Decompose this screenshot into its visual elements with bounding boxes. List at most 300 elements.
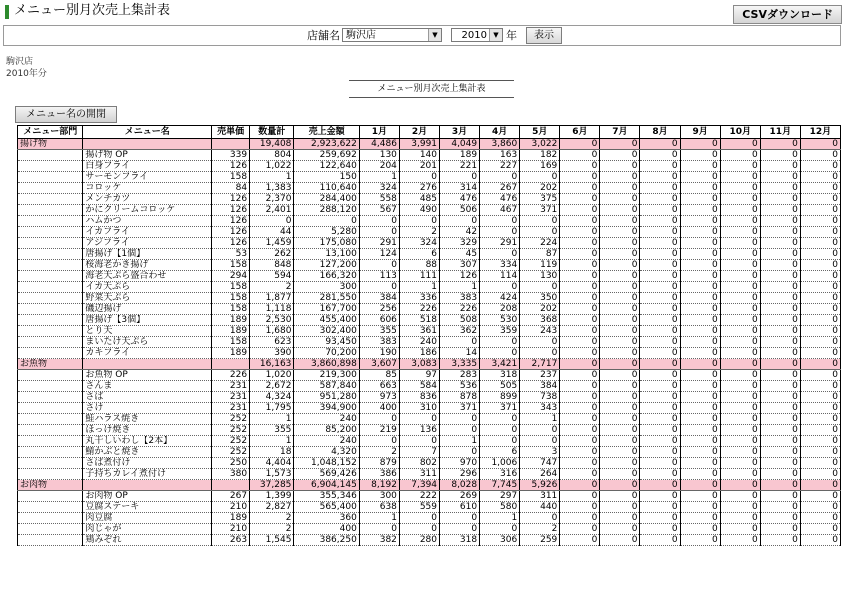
value-cell: 19,408 xyxy=(250,139,294,150)
value-cell: 0 xyxy=(560,359,600,370)
value-cell: 1 xyxy=(359,513,399,524)
value-cell: 226 xyxy=(212,370,250,381)
value-cell: 311 xyxy=(399,469,439,480)
value-cell: 1 xyxy=(440,282,480,293)
value-cell: 0 xyxy=(640,524,680,535)
value-cell: 0 xyxy=(600,161,640,172)
value-cell: 189 xyxy=(212,513,250,524)
value-cell: 85 xyxy=(359,370,399,381)
value-cell: 119 xyxy=(520,260,560,271)
value-cell: 126 xyxy=(212,194,250,205)
value-cell: 0 xyxy=(720,282,760,293)
value-cell: 0 xyxy=(440,447,480,458)
table-row xyxy=(18,337,841,348)
value-cell: 4,320 xyxy=(294,447,359,458)
value-cell: 0 xyxy=(480,172,520,183)
value-cell: 580 xyxy=(480,502,520,513)
value-cell: 0 xyxy=(560,469,600,480)
value-cell: 87 xyxy=(520,249,560,260)
value-cell: 0 xyxy=(640,326,680,337)
value-cell: 2,672 xyxy=(250,381,294,392)
value-cell: 0 xyxy=(760,260,800,271)
value-cell: 259,692 xyxy=(294,150,359,161)
menu-name-cell: 丸干しいわし【2本】 xyxy=(83,436,212,447)
value-cell: 0 xyxy=(640,414,680,425)
value-cell: 350 xyxy=(520,293,560,304)
value-cell: 1 xyxy=(359,172,399,183)
value-cell: 190 xyxy=(359,348,399,359)
value-cell: 122,640 xyxy=(294,161,359,172)
value-cell: 0 xyxy=(680,381,720,392)
value-cell: 5,280 xyxy=(294,227,359,238)
dept-cell: お魚物 xyxy=(18,359,83,370)
value-cell: 0 xyxy=(720,260,760,271)
chevron-down-icon[interactable]: ▼ xyxy=(489,29,502,41)
dept-cell xyxy=(18,304,83,315)
value-cell: 0 xyxy=(600,403,640,414)
value-cell: 371 xyxy=(440,403,480,414)
value-cell: 0 xyxy=(520,282,560,293)
value-cell: 0 xyxy=(720,249,760,260)
value-cell: 126 xyxy=(212,161,250,172)
dept-cell xyxy=(18,172,83,183)
value-cell: 70,200 xyxy=(294,348,359,359)
value-cell: 0 xyxy=(680,337,720,348)
store-select[interactable] xyxy=(342,28,442,42)
value-cell: 280 xyxy=(399,535,439,546)
column-header: 売単価 xyxy=(212,126,250,139)
value-cell: 0 xyxy=(720,194,760,205)
value-cell: 0 xyxy=(640,447,680,458)
value-cell: 0 xyxy=(560,425,600,436)
value-cell: 0 xyxy=(800,271,840,282)
value-cell: 84 xyxy=(212,183,250,194)
value-cell: 3,607 xyxy=(359,359,399,370)
dept-cell xyxy=(18,183,83,194)
value-cell: 250 xyxy=(212,458,250,469)
value-cell: 0 xyxy=(399,414,439,425)
value-cell: 530 xyxy=(480,315,520,326)
value-cell: 0 xyxy=(600,194,640,205)
value-cell: 0 xyxy=(560,139,600,150)
dept-cell xyxy=(18,524,83,535)
value-cell: 0 xyxy=(560,337,600,348)
year-select-value: 2010 xyxy=(461,30,487,41)
table-row xyxy=(18,183,841,194)
value-cell: 0 xyxy=(640,458,680,469)
value-cell: 0 xyxy=(720,392,760,403)
table-row xyxy=(18,249,841,260)
value-cell: 0 xyxy=(760,359,800,370)
value-cell: 0 xyxy=(640,249,680,260)
value-cell: 738 xyxy=(520,392,560,403)
value-cell: 0 xyxy=(760,172,800,183)
value-cell: 0 xyxy=(800,524,840,535)
value-cell: 0 xyxy=(680,172,720,183)
menu-name-cell: 豆腐ステーキ xyxy=(83,502,212,513)
value-cell: 0 xyxy=(560,535,600,546)
value-cell: 0 xyxy=(760,271,800,282)
value-cell: 0 xyxy=(560,458,600,469)
value-cell: 638 xyxy=(359,502,399,513)
value-cell: 163 xyxy=(480,150,520,161)
value-cell: 93,450 xyxy=(294,337,359,348)
menu-name-cell: とり天 xyxy=(83,326,212,337)
value-cell: 0 xyxy=(640,392,680,403)
value-cell: 343 xyxy=(520,403,560,414)
value-cell: 0 xyxy=(520,337,560,348)
value-cell: 0 xyxy=(600,513,640,524)
value-cell: 4,404 xyxy=(250,458,294,469)
value-cell: 0 xyxy=(600,469,640,480)
value-cell: 3,022 xyxy=(520,139,560,150)
value-cell: 0 xyxy=(560,480,600,491)
value-cell: 0 xyxy=(720,205,760,216)
value-cell: 329 xyxy=(440,238,480,249)
value-cell: 0 xyxy=(560,436,600,447)
value-cell: 476 xyxy=(440,194,480,205)
dept-cell: お肉物 xyxy=(18,480,83,491)
value-cell: 0 xyxy=(720,348,760,359)
report-period: 2010年分 xyxy=(6,69,47,79)
value-cell: 0 xyxy=(600,227,640,238)
value-cell: 368 xyxy=(520,315,560,326)
value-cell: 0 xyxy=(680,392,720,403)
value-cell: 0 xyxy=(480,414,520,425)
value-cell: 0 xyxy=(800,535,840,546)
menu-name-cell: かにクリームコロッケ xyxy=(83,205,212,216)
value-cell: 0 xyxy=(560,227,600,238)
value-cell: 0 xyxy=(680,524,720,535)
table-row xyxy=(18,172,841,183)
value-cell: 0 xyxy=(250,216,294,227)
value-cell: 240 xyxy=(399,337,439,348)
value-cell: 383 xyxy=(440,293,480,304)
value-cell: 490 xyxy=(399,205,439,216)
value-cell: 440 xyxy=(520,502,560,513)
value-cell: 567 xyxy=(359,205,399,216)
column-header: 5月 xyxy=(520,126,560,139)
value-cell: 0 xyxy=(640,139,680,150)
menu-name-cell: ハムかつ xyxy=(83,216,212,227)
value-cell: 0 xyxy=(760,282,800,293)
value-cell: 0 xyxy=(560,447,600,458)
value-cell: 0 xyxy=(640,359,680,370)
value-cell: 0 xyxy=(600,524,640,535)
value-cell: 2,530 xyxy=(250,315,294,326)
value-cell: 7,745 xyxy=(480,480,520,491)
dept-cell xyxy=(18,447,83,458)
table-row xyxy=(18,304,841,315)
column-header: メニュー名 xyxy=(83,126,212,139)
value-cell: 0 xyxy=(680,425,720,436)
value-cell: 2,923,622 xyxy=(294,139,359,150)
value-cell: 1,383 xyxy=(250,183,294,194)
value-cell: 0 xyxy=(520,227,560,238)
value-cell: 0 xyxy=(760,150,800,161)
dept-cell xyxy=(18,227,83,238)
value-cell: 0 xyxy=(760,238,800,249)
value-cell: 0 xyxy=(359,260,399,271)
value-cell: 0 xyxy=(680,359,720,370)
value-cell: 0 xyxy=(760,458,800,469)
csv-download-button[interactable]: CSVダウンロード xyxy=(733,5,842,24)
value-cell: 231 xyxy=(212,403,250,414)
dept-cell xyxy=(18,502,83,513)
value-cell: 0 xyxy=(440,414,480,425)
value-cell: 0 xyxy=(720,238,760,249)
value-cell: 2 xyxy=(520,524,560,535)
value-cell: 0 xyxy=(640,238,680,249)
table-row xyxy=(18,271,841,282)
value-cell: 85,200 xyxy=(294,425,359,436)
value-cell: 0 xyxy=(800,227,840,238)
value-cell: 0 xyxy=(560,513,600,524)
value-cell: 361 xyxy=(399,326,439,337)
dept-cell xyxy=(18,282,83,293)
value-cell: 0 xyxy=(720,491,760,502)
value-cell: 0 xyxy=(720,172,760,183)
value-cell: 0 xyxy=(440,513,480,524)
value-cell: 0 xyxy=(640,337,680,348)
value-cell: 0 xyxy=(720,326,760,337)
value-cell: 0 xyxy=(480,348,520,359)
value-cell: 0 xyxy=(480,227,520,238)
table-row xyxy=(18,403,841,414)
value-cell: 0 xyxy=(680,436,720,447)
value-cell: 189 xyxy=(212,315,250,326)
value-cell: 0 xyxy=(680,150,720,161)
value-cell: 0 xyxy=(600,491,640,502)
value-cell: 339 xyxy=(212,150,250,161)
value-cell: 0 xyxy=(440,337,480,348)
value-cell: 0 xyxy=(600,304,640,315)
value-cell: 127,200 xyxy=(294,260,359,271)
value-cell: 386 xyxy=(359,469,399,480)
value-cell: 210 xyxy=(212,524,250,535)
value-cell: 623 xyxy=(250,337,294,348)
value-cell: 1,118 xyxy=(250,304,294,315)
value-cell: 264 xyxy=(520,469,560,480)
value-cell: 0 xyxy=(600,414,640,425)
value-cell: 2 xyxy=(250,282,294,293)
value-cell: 970 xyxy=(440,458,480,469)
value-cell: 0 xyxy=(640,150,680,161)
value-cell: 0 xyxy=(800,502,840,513)
value-cell: 219 xyxy=(359,425,399,436)
menu-name-cell: サーモンフライ xyxy=(83,172,212,183)
value-cell: 291 xyxy=(480,238,520,249)
value-cell: 0 xyxy=(560,183,600,194)
value-cell: 1,877 xyxy=(250,293,294,304)
value-cell: 0 xyxy=(720,304,760,315)
value-cell: 565,400 xyxy=(294,502,359,513)
value-cell: 0 xyxy=(680,535,720,546)
value-cell: 175,080 xyxy=(294,238,359,249)
value-cell: 1 xyxy=(250,414,294,425)
dept-cell xyxy=(18,491,83,502)
value-cell: 318 xyxy=(440,535,480,546)
value-cell: 110,640 xyxy=(294,183,359,194)
value-cell: 0 xyxy=(359,524,399,535)
dept-cell xyxy=(18,315,83,326)
table-row xyxy=(18,381,841,392)
value-cell: 0 xyxy=(560,370,600,381)
value-cell: 18 xyxy=(250,447,294,458)
value-cell: 0 xyxy=(720,447,760,458)
value-cell: 231 xyxy=(212,381,250,392)
value-cell: 204 xyxy=(359,161,399,172)
value-cell: 166,320 xyxy=(294,271,359,282)
value-cell: 610 xyxy=(440,502,480,513)
value-cell: 0 xyxy=(720,161,760,172)
value-cell: 0 xyxy=(640,216,680,227)
column-header: 数量計 xyxy=(250,126,294,139)
value-cell: 0 xyxy=(680,238,720,249)
value-cell: 189 xyxy=(212,326,250,337)
value-cell: 0 xyxy=(760,315,800,326)
value-cell: 0 xyxy=(680,139,720,150)
value-cell: 0 xyxy=(720,403,760,414)
value-cell: 0 xyxy=(720,535,760,546)
menu-name-cell: 磯辺揚げ xyxy=(83,304,212,315)
value-cell: 126 xyxy=(212,227,250,238)
value-cell: 0 xyxy=(680,458,720,469)
value-cell: 1 xyxy=(440,436,480,447)
value-cell: 1,399 xyxy=(250,491,294,502)
value-cell: 0 xyxy=(600,249,640,260)
year-suffix: 年 xyxy=(506,29,517,42)
value-cell: 0 xyxy=(800,260,840,271)
value-cell: 663 xyxy=(359,381,399,392)
value-cell: 0 xyxy=(600,381,640,392)
value-cell: 0 xyxy=(760,370,800,381)
table-row xyxy=(18,282,841,293)
value-cell: 252 xyxy=(212,447,250,458)
value-cell: 4,486 xyxy=(359,139,399,150)
value-cell: 0 xyxy=(480,524,520,535)
value-cell: 13,100 xyxy=(294,249,359,260)
table-row xyxy=(18,535,841,546)
value-cell: 231 xyxy=(212,392,250,403)
value-cell: 384 xyxy=(359,293,399,304)
table-row xyxy=(18,513,841,524)
value-cell: 0 xyxy=(800,359,840,370)
dept-cell xyxy=(18,238,83,249)
column-header: 売上金額 xyxy=(294,126,359,139)
value-cell: 0 xyxy=(640,161,680,172)
value-cell: 0 xyxy=(720,139,760,150)
value-cell: 802 xyxy=(399,458,439,469)
value-cell: 0 xyxy=(359,414,399,425)
value-cell: 0 xyxy=(720,337,760,348)
value-cell: 240 xyxy=(294,414,359,425)
year-select[interactable] xyxy=(451,28,503,42)
value-cell: 0 xyxy=(800,183,840,194)
value-cell: 0 xyxy=(600,205,640,216)
value-cell: 158 xyxy=(212,293,250,304)
value-cell: 371 xyxy=(520,205,560,216)
value-cell: 0 xyxy=(800,480,840,491)
value-cell: 2,827 xyxy=(250,502,294,513)
toggle-menu-names-button[interactable]: メニュー名の開閉 xyxy=(15,106,117,123)
value-cell: 302,400 xyxy=(294,326,359,337)
value-cell: 0 xyxy=(800,469,840,480)
menu-name-cell: さば xyxy=(83,392,212,403)
value-cell: 836 xyxy=(399,392,439,403)
table-body xyxy=(18,139,841,546)
value-cell: 0 xyxy=(640,480,680,491)
value-cell: 0 xyxy=(800,150,840,161)
value-cell: 0 xyxy=(399,436,439,447)
value-cell: 6 xyxy=(399,249,439,260)
table-row xyxy=(18,491,841,502)
show-button[interactable]: 表示 xyxy=(526,27,562,44)
value-cell: 0 xyxy=(440,425,480,436)
value-cell: 973 xyxy=(359,392,399,403)
value-cell: 1 xyxy=(480,513,520,524)
menu-name-cell: コロッケ xyxy=(83,183,212,194)
column-header: 12月 xyxy=(800,126,840,139)
value-cell: 400 xyxy=(359,403,399,414)
menu-name-cell: さけ xyxy=(83,403,212,414)
value-cell: 2 xyxy=(359,447,399,458)
value-cell: 747 xyxy=(520,458,560,469)
value-cell: 267 xyxy=(212,491,250,502)
value-cell: 224 xyxy=(520,238,560,249)
store-label: 店舗名 xyxy=(307,29,340,42)
value-cell: 0 xyxy=(680,194,720,205)
value-cell: 383 xyxy=(359,337,399,348)
dept-cell xyxy=(18,337,83,348)
value-cell: 111 xyxy=(399,271,439,282)
value-cell: 158 xyxy=(212,172,250,183)
value-cell: 252 xyxy=(212,425,250,436)
table-row xyxy=(18,447,841,458)
value-cell: 0 xyxy=(560,238,600,249)
value-cell: 0 xyxy=(800,304,840,315)
menu-name-cell: 鮭ハラス焼き xyxy=(83,414,212,425)
value-cell: 382 xyxy=(359,535,399,546)
value-cell: 0 xyxy=(399,524,439,535)
value-cell: 8,192 xyxy=(359,480,399,491)
table-row xyxy=(18,469,841,480)
value-cell: 0 xyxy=(640,227,680,238)
column-header: 1月 xyxy=(359,126,399,139)
value-cell: 455,400 xyxy=(294,315,359,326)
value-cell: 1,022 xyxy=(250,161,294,172)
value-cell: 0 xyxy=(560,271,600,282)
value-cell: 53 xyxy=(212,249,250,260)
dept-cell xyxy=(18,436,83,447)
value-cell: 0 xyxy=(560,150,600,161)
menu-name-cell: 唐揚げ【1個】 xyxy=(83,249,212,260)
value-cell: 508 xyxy=(440,315,480,326)
value-cell: 0 xyxy=(520,172,560,183)
value-cell: 0 xyxy=(800,337,840,348)
chevron-down-icon[interactable]: ▼ xyxy=(428,29,441,41)
table-row xyxy=(18,238,841,249)
value-cell: 5,926 xyxy=(520,480,560,491)
value-cell: 0 xyxy=(440,524,480,535)
value-cell: 300 xyxy=(294,282,359,293)
value-cell: 0 xyxy=(800,414,840,425)
value-cell: 0 xyxy=(800,392,840,403)
value-cell: 182 xyxy=(520,150,560,161)
menu-name-cell: イカ天ぷら xyxy=(83,282,212,293)
menu-name-cell: アジフライ xyxy=(83,238,212,249)
value-cell: 0 xyxy=(640,436,680,447)
